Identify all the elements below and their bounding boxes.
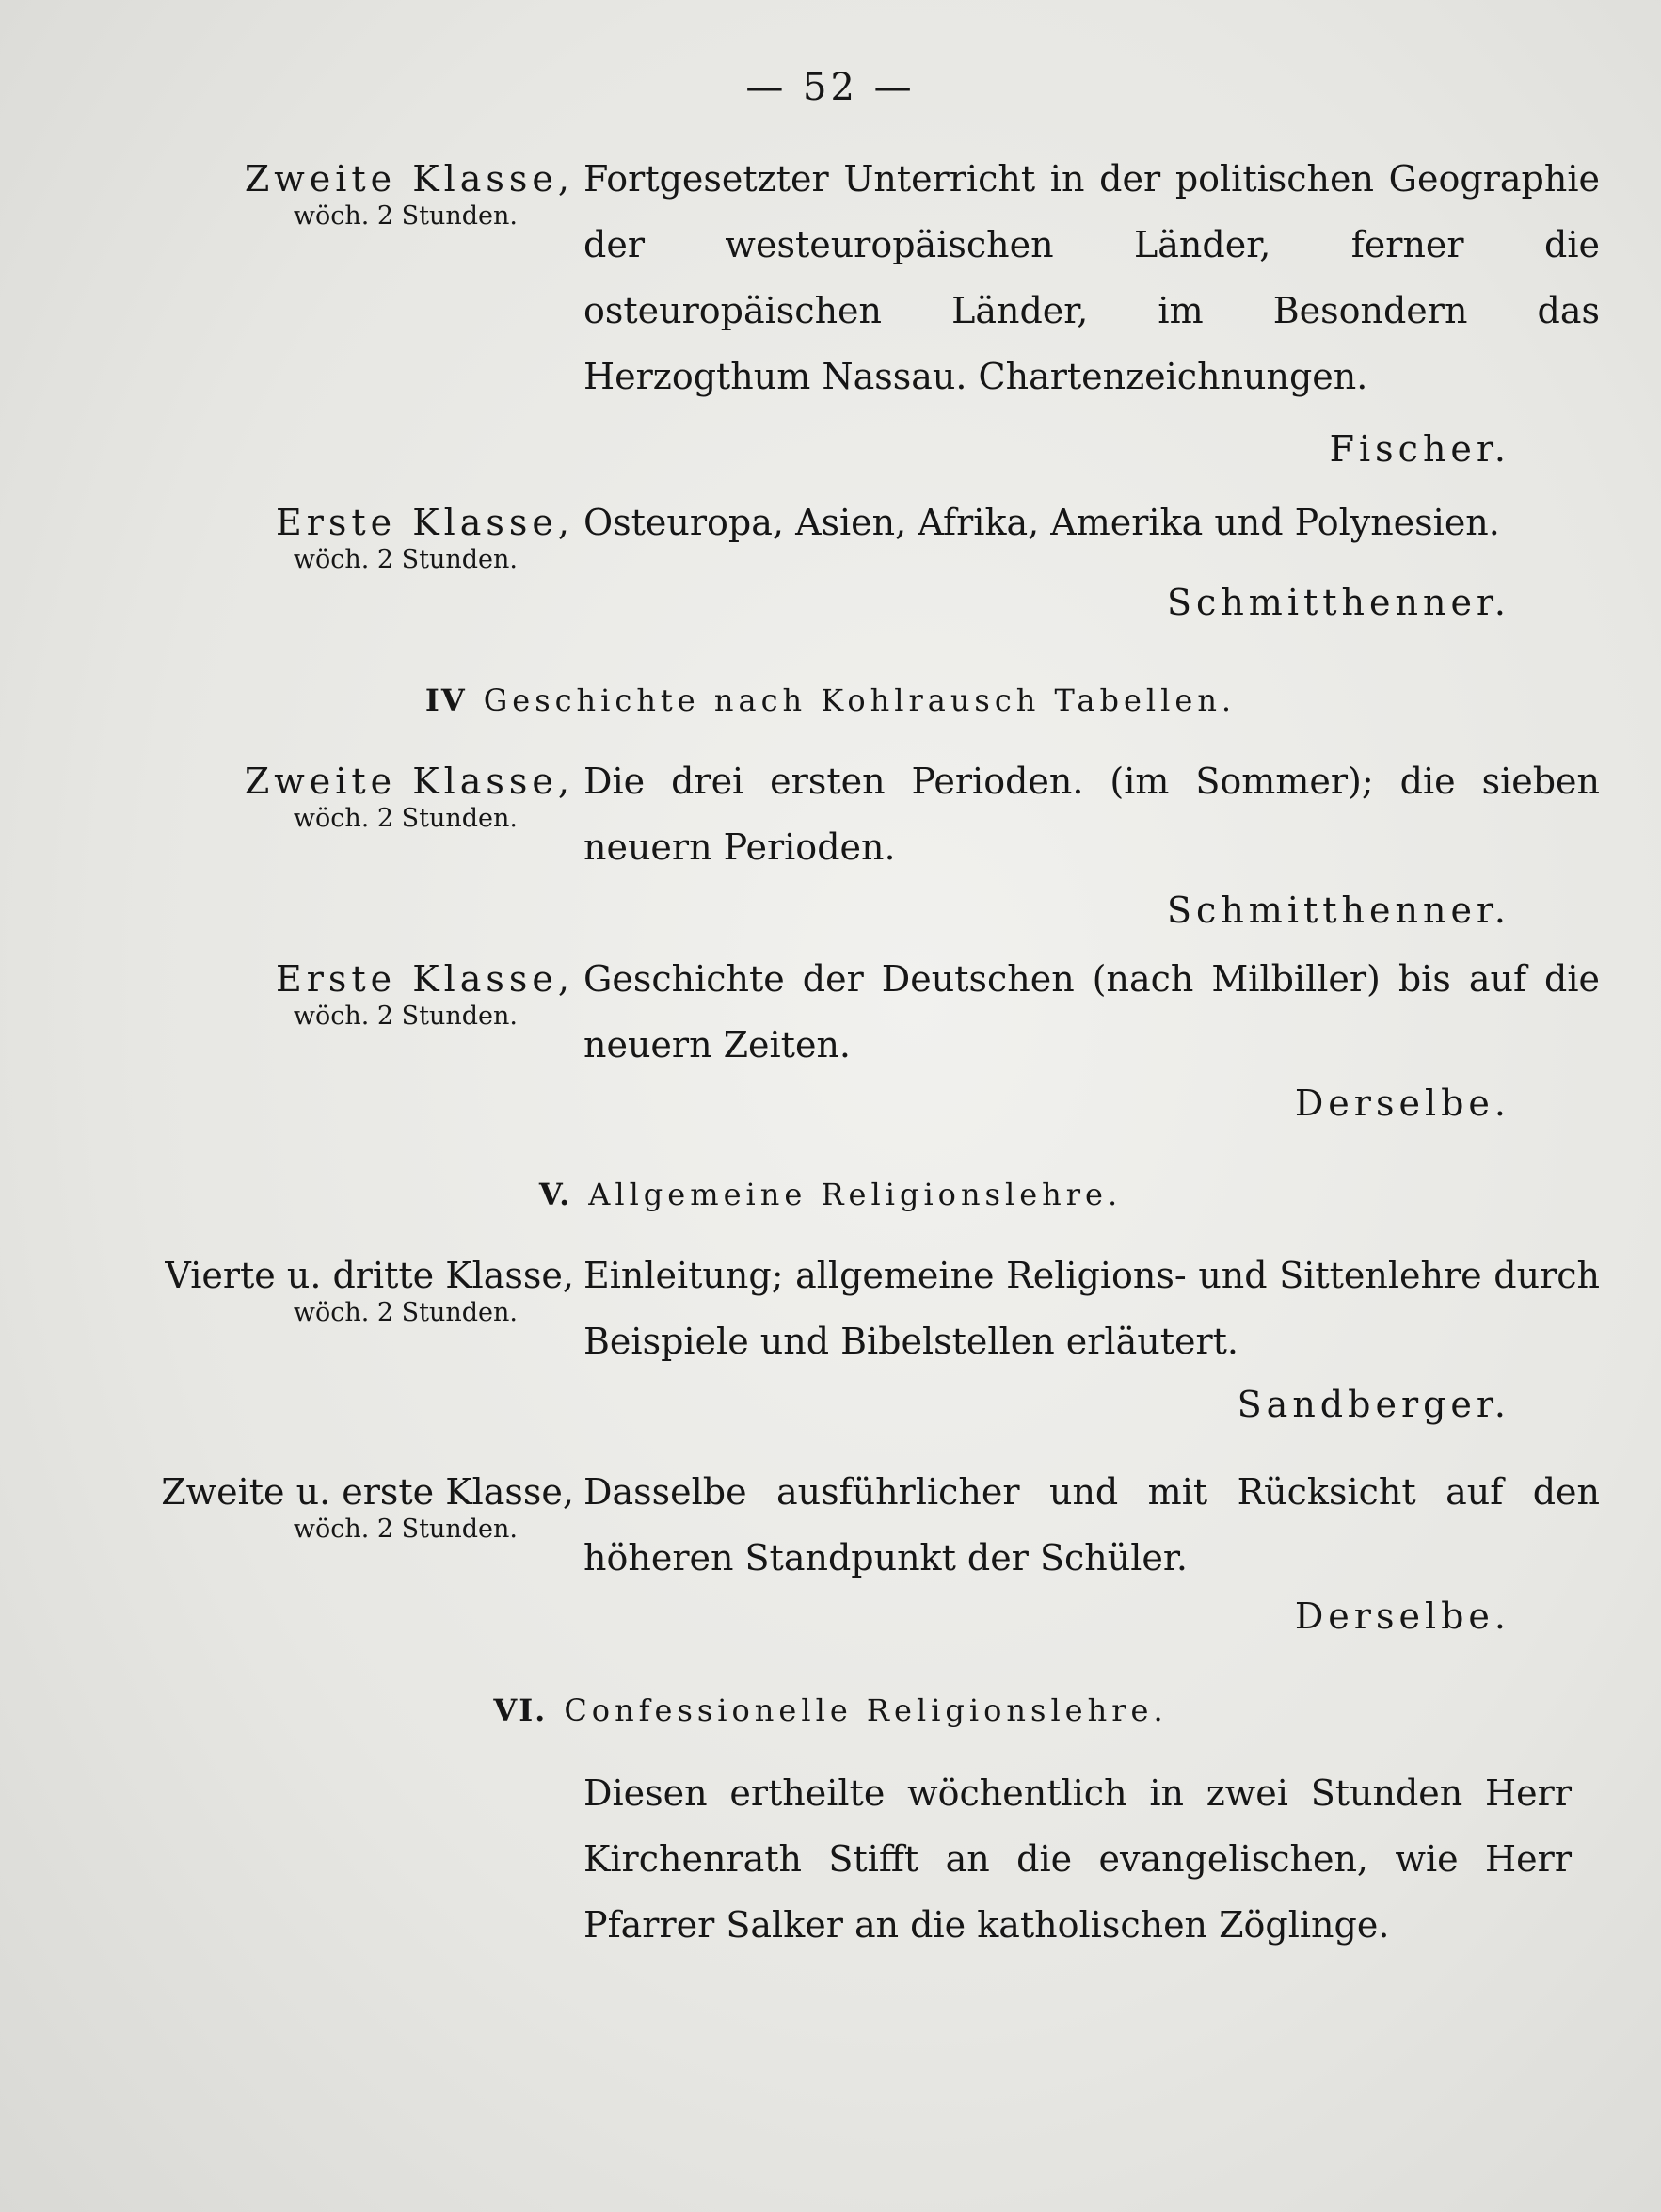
- teacher-name: Schmitthenner.: [1167, 582, 1510, 623]
- course-description: Osteuropa, Asien, Afrika, Amerika und Polynesien.: [583, 502, 1500, 543]
- section-vi-text: Diesen ertheilte wöchentlich in zwei Stunden Herr Kirchenrath Stifft an die evangelischen, wie Herr Pfarrer Salker an die katholischen Zöglinge.: [583, 1772, 1572, 1946]
- section-number: VI.: [493, 1692, 548, 1728]
- weekly-hours: wöch. 2 Stunden.: [293, 804, 518, 833]
- section-number: V.: [538, 1177, 572, 1212]
- section-heading-v: [0, 1177, 1661, 1212]
- page-number: — 52 —: [745, 66, 916, 109]
- weekly-hours: wöch. 2 Stunden.: [293, 1298, 518, 1327]
- section-number: IV: [424, 682, 467, 718]
- course-description: Fortgesetzter Unterricht in der politischen Geographie der westeuropäischen Länder, ferner die osteuropäischen Länder, im Besondern das Herzogthum Nassau. Chartenzeichnungen.: [583, 158, 1600, 397]
- class-info: [132, 758, 574, 833]
- teacher-name: Schmitthenner.: [1167, 890, 1510, 931]
- weekly-hours: wöch. 2 Stunden.: [293, 545, 518, 574]
- teacher-name: Derselbe.: [1294, 1595, 1510, 1637]
- teacher-name: Sandberger.: [1237, 1384, 1510, 1425]
- class-info: [132, 1468, 574, 1544]
- class-label: Erste Klasse,: [275, 958, 574, 1000]
- course-description: Die drei ersten Perioden. (im Sommer); die sieben neuern Perioden.: [583, 761, 1600, 868]
- teacher-name: Fischer.: [1329, 428, 1510, 470]
- teacher-name: Derselbe.: [1294, 1082, 1510, 1124]
- class-label: Zweite Klasse,: [244, 158, 574, 200]
- class-info: [132, 1252, 574, 1327]
- class-info: [132, 155, 574, 231]
- section-title: Allgemeine Religionslehre.: [588, 1177, 1123, 1212]
- class-label: Vierte u. dritte Klasse,: [165, 1255, 574, 1296]
- weekly-hours: wöch. 2 Stunden.: [293, 201, 518, 231]
- course-description: Einleitung; allgemeine Religions- und Sittenlehre durch Beispiele und Bibelstellen erläutert.: [583, 1255, 1600, 1362]
- weekly-hours: wöch. 2 Stunden.: [293, 1002, 518, 1031]
- weekly-hours: wöch. 2 Stunden.: [293, 1515, 518, 1544]
- section-title: Geschichte nach Kohlrausch Tabellen.: [483, 682, 1237, 718]
- course-description: Dasselbe ausführlicher und mit Rücksicht auf den höheren Standpunkt der Schüler.: [583, 1471, 1600, 1579]
- section-heading-iv: [0, 682, 1661, 718]
- class-label: Erste Klasse,: [275, 502, 574, 543]
- class-label: Zweite u. erste Klasse,: [161, 1471, 574, 1513]
- class-info: [132, 955, 574, 1031]
- section-heading-vi: [0, 1692, 1661, 1728]
- class-label: Zweite Klasse,: [244, 761, 574, 802]
- section-title: Confessionelle Religionslehre.: [564, 1692, 1168, 1728]
- course-description: Geschichte der Deutschen (nach Milbiller) bis auf die neuern Zeiten.: [583, 958, 1600, 1066]
- class-info: [132, 499, 574, 574]
